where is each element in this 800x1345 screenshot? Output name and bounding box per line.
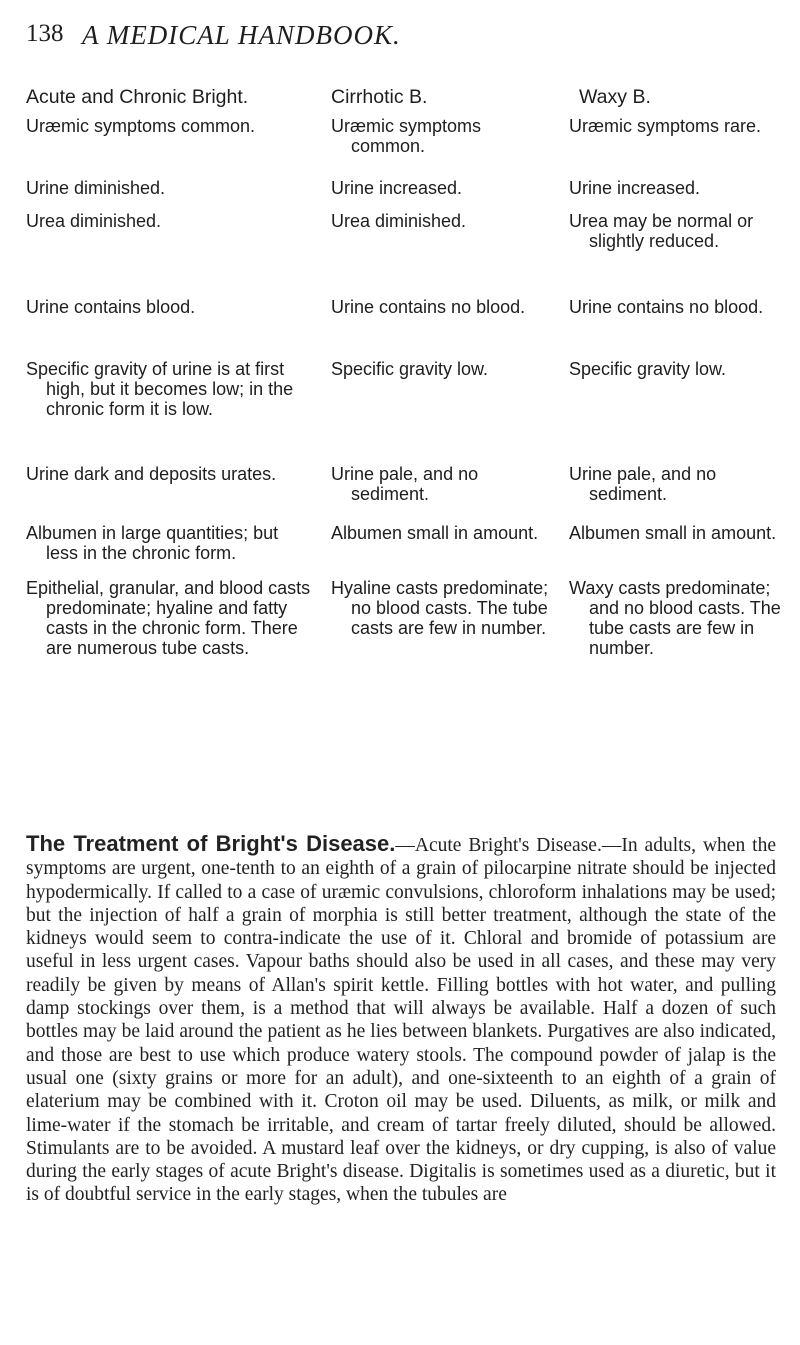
table-cell: Urea diminished. (26, 211, 162, 231)
table-cell: Specific gravity low. (569, 359, 727, 379)
table-cell: Urine contains blood. (26, 297, 196, 317)
page-header (26, 20, 776, 56)
table-cell: Urine pale, and no sediment. (331, 464, 479, 504)
table-cell: Specific gravity low. (331, 359, 489, 379)
column-heading-acute-chronic: Acute and Chronic Bright. (26, 86, 249, 108)
table-row (26, 116, 778, 178)
table-row (26, 211, 778, 297)
section-heading: The Treatment of Bright's Disease. (26, 831, 396, 856)
table-cell: Uræmic symptoms rare. (569, 116, 762, 136)
table-header-row (26, 86, 778, 116)
table-cell: Urine increased. (331, 178, 463, 198)
table-cell: Epithelial, granular, and blood casts predominate; hyaline and fatty casts in the chronic form. There are numerous tube casts. (26, 578, 311, 658)
paragraph-text: —Acute Bright's Disease.—In adults, when the symptoms are urgent, one-tenth to an eighth of a grain of pilocarpine nitrate should be injected hypodermically. If called to a case of uræmic convulsions, chloroform inhalations may be used; but the injection of half a grain of morphia is still better treatment, although the state of the kidneys would seem to contra-indicate the use of it. Chloral and bromide of potassium are useful in less urgent cases. Vapour baths should also be used in all cases, and these may very readily be given by means of Allan's spirit kettle. Filling bottles with hot water, and pulling damp stockings over them, is a method that will always be available. Half a dozen of such bottles may be laid around the patient as he lies between blankets. Purgatives are also indicated, and those are best to use which produce watery stools. The compound powder of jalap is the usual one (sixty grains or more for an adult), and one-sixteenth to an eighth of a grain of elaterium may be combined with it. Croton oil may be used. Diluents, as milk, or milk and lime-water if the stomach be irritable, and cream of tartar freely diluted, should be allowed. Stimulants are to be avoided. A mustard leaf over the kidneys, or dry cupping, is also of value during the early stages of acute Bright's disease. Digitalis is sometimes used as a diuretic, but it is of doubtful service in the early stages, when the tubules are (26, 835, 776, 1206)
table-cell: Urine contains no blood. (569, 297, 764, 317)
running-title: A MEDICAL HANDBOOK. (82, 20, 401, 50)
table-cell: Waxy casts predominate; and no blood casts. The tube casts are few in number. (569, 578, 781, 658)
table-cell: Albumen in large quantities; but less in the chronic form. (26, 523, 279, 563)
column-heading-waxy: Waxy B. (579, 86, 651, 108)
table-row (26, 297, 778, 359)
table-row (26, 178, 778, 211)
table-cell: Uræmic symptoms common. (26, 116, 256, 136)
table-cell: Specific gravity of urine is at first high, but it becomes low; in the chronic form it is low. (26, 359, 294, 419)
table-cell: Urea may be normal or slightly reduced. (569, 211, 754, 251)
table-row (26, 578, 781, 688)
table-cell: Urine diminished. (26, 178, 166, 198)
table-cell: Hyaline casts predominate; no blood casts. The tube casts are few in number. (331, 578, 549, 638)
table-cell: Urea diminished. (331, 211, 467, 231)
table-cell: Urine dark and deposits urates. (26, 464, 277, 484)
table-cell: Urine pale, and no sediment. (569, 464, 717, 504)
table-row (26, 464, 778, 523)
table-row (26, 523, 778, 578)
treatment-paragraph (26, 832, 776, 1207)
table-row (26, 359, 778, 464)
table-cell: Uræmic symptoms common. (331, 116, 482, 156)
table-cell: Albumen small in amount. (331, 523, 539, 543)
column-heading-cirrhotic: Cirrhotic B. (331, 86, 428, 108)
table-cell: Albumen small in amount. (569, 523, 777, 543)
table-cell: Urine contains no blood. (331, 297, 526, 317)
page-number: 138 (26, 20, 64, 47)
comparison-table (26, 86, 781, 688)
table-cell: Urine increased. (569, 178, 701, 198)
